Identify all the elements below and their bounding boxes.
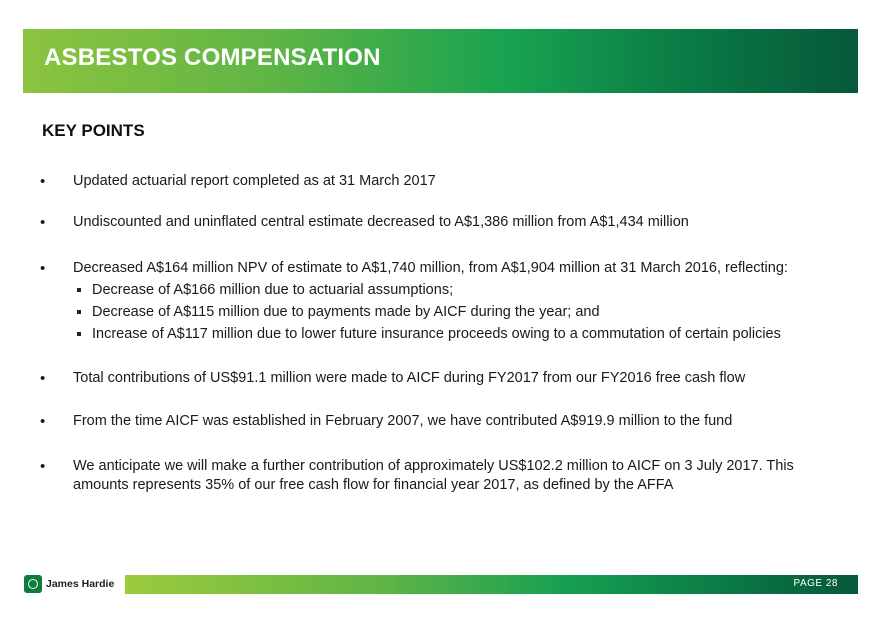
section-heading: KEY POINTS xyxy=(42,121,145,140)
page-number: PAGE 28 xyxy=(793,578,838,589)
bullet-icon: • xyxy=(40,214,46,231)
logo-text: James Hardie xyxy=(46,578,115,590)
logo-icon xyxy=(24,575,42,593)
title-banner xyxy=(23,29,858,93)
bullet-icon: • xyxy=(40,370,46,387)
bullet-text: Total contributions of US$91.1 million were made to AICF during FY2017 from our FY2016 free cash flow xyxy=(73,370,746,386)
james-hardie-logo xyxy=(24,574,124,596)
square-bullet-icon xyxy=(77,310,81,314)
bullet-text: Decreased A$164 million NPV of estimate to A$1,740 million, from A$1,904 million at 31 March 2016, reflecting: xyxy=(73,260,788,276)
page-title: ASBESTOS COMPENSATION xyxy=(44,44,381,71)
sub-bullet-text: Decrease of A$166 million due to actuarial assumptions; xyxy=(92,282,454,298)
bullet-text: We anticipate we will make a further contribution of approximately US$102.2 million to AICF on 3 July 2017. This amounts represents 35% of our free cash flow for financial year 2017, as defined by the AFFA xyxy=(73,458,794,493)
bullet-text: Updated actuarial report completed as at 31 March 2017 xyxy=(73,173,436,189)
bullet-text: Undiscounted and uninflated central estimate decreased to A$1,386 million from A$1,434 million xyxy=(73,214,689,230)
square-bullet-icon xyxy=(77,332,81,336)
bullet-icon: • xyxy=(40,413,46,430)
bullet-text: From the time AICF was established in February 2007, we have contributed A$919.9 million to the fund xyxy=(73,413,733,429)
square-bullet-icon xyxy=(77,288,81,292)
sub-bullet-text: Increase of A$117 million due to lower future insurance proceeds owing to a commutation of certain policies xyxy=(92,326,781,342)
bullet-icon: • xyxy=(40,458,46,475)
bullet-icon: • xyxy=(40,260,46,277)
footer-bar xyxy=(125,575,858,594)
bullet-icon: • xyxy=(40,173,46,190)
sub-bullet-text: Decrease of A$115 million due to payments made by AICF during the year; and xyxy=(92,304,600,320)
